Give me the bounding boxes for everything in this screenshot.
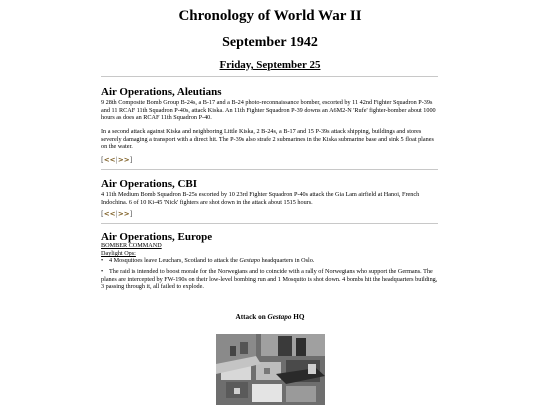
section-nav	[101, 156, 132, 164]
bullet-icon: •	[101, 257, 104, 264]
prev-link[interactable]: <<	[103, 156, 116, 164]
aerial-photo-image	[216, 334, 325, 405]
nav-bracket: ]	[129, 210, 133, 218]
nav-bracket: [	[101, 210, 104, 218]
prev-link[interactable]: <<	[103, 210, 116, 218]
section-title-cbi: Air Operations, CBI	[101, 178, 198, 190]
section-body-aleutians-2	[101, 128, 441, 151]
aerial-photo	[216, 334, 325, 405]
photo-caption: Attack on Gestapo HQ	[235, 313, 305, 321]
bomber-command-heading	[101, 242, 441, 250]
divider	[101, 223, 438, 224]
divider	[101, 76, 438, 77]
paragraph: 4 11th Medium Bomb Squadron B-25s escorted by 10 23rd Fighter Squadron P-40s attack the Gia Lam airfield at Hanoi, French Indochina. 6 of 10 Ki-45 'Nick' fighters are shot down in the attack about 1515 hours.	[101, 191, 420, 206]
next-link[interactable]: >>	[117, 210, 130, 218]
next-link[interactable]: >>	[117, 156, 130, 164]
day-heading: Friday, September 25	[219, 59, 321, 71]
nav-bracket: [	[101, 156, 104, 164]
paragraph: 9 28th Composite Bomb Group B-24s, a B-17 and a B-24 photo-reconnaissance bomber, escorted by 11 42nd Fighter Squadron P-39s and 11 RCAF 11th Squadron P-40s, attack Kiska. An 11th Fighter Squadron P-39 downs an A6M2-N 'Rufe' fighter-bomber about 1000 hours as does an RCAF 11th Squadron P-40.	[101, 99, 436, 122]
section-body-aleutians	[101, 99, 441, 122]
bullet-item: • 4 Mosquitoes leave Leuchars, Scotland to attack the Gestapo headquarters in Oslo.	[101, 257, 315, 264]
bullet-icon: •	[101, 268, 104, 275]
subheading: Daylight Ops:	[101, 250, 136, 257]
nav-separator: |	[115, 156, 118, 164]
subheading: BOMBER COMMAND	[101, 242, 162, 249]
section-nav	[101, 210, 132, 218]
bullet-item: • The raid is intended to boost morale for the Norwegians and to coincide with a rally of Norwegians who support the Germans. The planes are intercepted by FW-190s on their low-level bombing run and 1 Mosquito is shot down. 4 bombs hit the headquarters building, 3 passing through it, all failed to explode.	[101, 268, 438, 291]
section-title-aleutians: Air Operations, Aleutians	[101, 86, 222, 98]
section-body-cbi	[101, 191, 441, 206]
month-heading: September 1942	[222, 35, 318, 50]
paragraph: In a second attack against Kiska and neighboring Little Kiska, 2 B-24s, a B-17 and 15 P-39s attack shipping, buildings and stores severely damaging a transport with a direct hit. The P-39s also strafe 2 submarines in the Kiska submarine base and sink 5 float planes on the water.	[101, 128, 434, 151]
section-title-europe: Air Operations, Europe	[101, 231, 213, 243]
page-title: Chronology of World War II	[178, 8, 362, 24]
divider	[101, 169, 438, 170]
nav-separator: |	[115, 210, 118, 218]
nav-bracket: ]	[129, 156, 133, 164]
